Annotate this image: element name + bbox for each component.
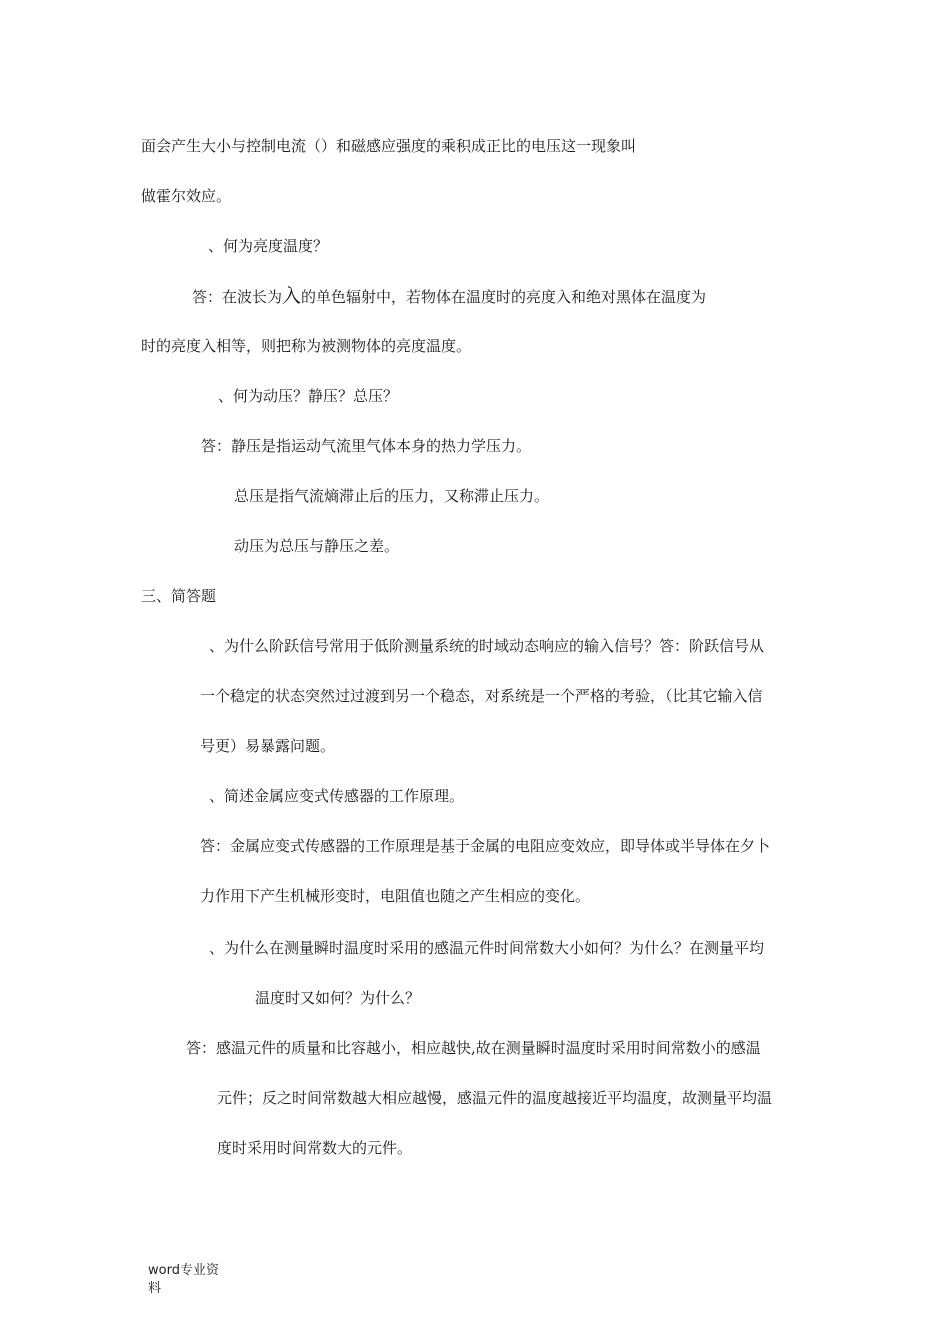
page-footer [148,1262,219,1298]
question-pressure: 、何为动压？静压？总压？ [218,387,399,405]
answer-time-constant-line-3: 度时采用时间常数大的元件。 [217,1139,413,1157]
paragraph-hall-effect-line-2: 做霍尔效应。 [141,187,232,205]
answer-static-pressure: 答：静压是指运动气流里气体本身的热力学压力。 [201,437,532,455]
paragraph-hall-effect-line-1: 面会产生大小与控制电流（）和磁感应强度的乘积成正比的电压这一现象叫 [141,137,637,155]
footer-line-1: word专业资 [148,1263,219,1278]
footer-line-2: 料 [148,1281,162,1296]
section-heading-short-answer: 三、简答题 [141,587,217,605]
answer-dynamic-pressure: 动压为总压与静压之差。 [234,537,400,555]
question-step-signal-line-1: 、为什么阶跃信号常用于低阶测量系统的时域动态响应的输入信号？答：阶跃信号从 [209,637,765,655]
question-step-signal-line-3: 号更）易暴露问题。 [200,737,336,755]
question-step-signal-line-2: 一个稳定的状态突然过过渡到另一个稳态，对系统是一个严格的考验，（比其它输入信 [200,687,763,705]
answer-text-pre: 答：在波长为 [192,288,283,306]
answer-strain-sensor-line-2: 力作用下产生机械形变时，电阻值也随之产生相应的变化。 [200,887,591,905]
answer-time-constant-line-1: 答：感温元件的质量和比容越小，相应越快,故在测量瞬时温度时采用时间常数小的感温 [186,1039,761,1057]
question-brightness-temperature: 、何为亮度温度？ [208,237,329,255]
answer-brightness-temperature-line-1 [192,286,706,307]
question-time-constant-line-2: 温度时又如何？为什么？ [255,989,421,1007]
answer-text-post: 的单色辐射中，若物体在温度时的亮度入和绝对黑体在温度为 [301,288,707,306]
answer-strain-sensor-line-1: 答：金属应变式传感器的工作原理是基于金属的电阻应变效应，即导体或半导体在夕卜 [200,837,771,855]
answer-total-pressure: 总压是指气流熵滞止后的压力，又称滞止压力。 [234,487,550,505]
answer-brightness-temperature-line-2: 时的亮度入相等，则把称为被测物体的亮度温度。 [141,337,472,355]
question-time-constant-line-1: 、为什么在测量瞬时温度时采用的感温元件时间常数大小如何？为什么？在测量平均 [209,939,765,957]
answer-text-lambda: 入 [282,285,302,307]
answer-time-constant-line-2: 元件；反之时间常数越大相应越慢，感温元件的温度越接近平均温度，故测量平均温 [217,1089,773,1107]
question-strain-sensor: 、简述金属应变式传感器的工作原理。 [209,787,465,805]
